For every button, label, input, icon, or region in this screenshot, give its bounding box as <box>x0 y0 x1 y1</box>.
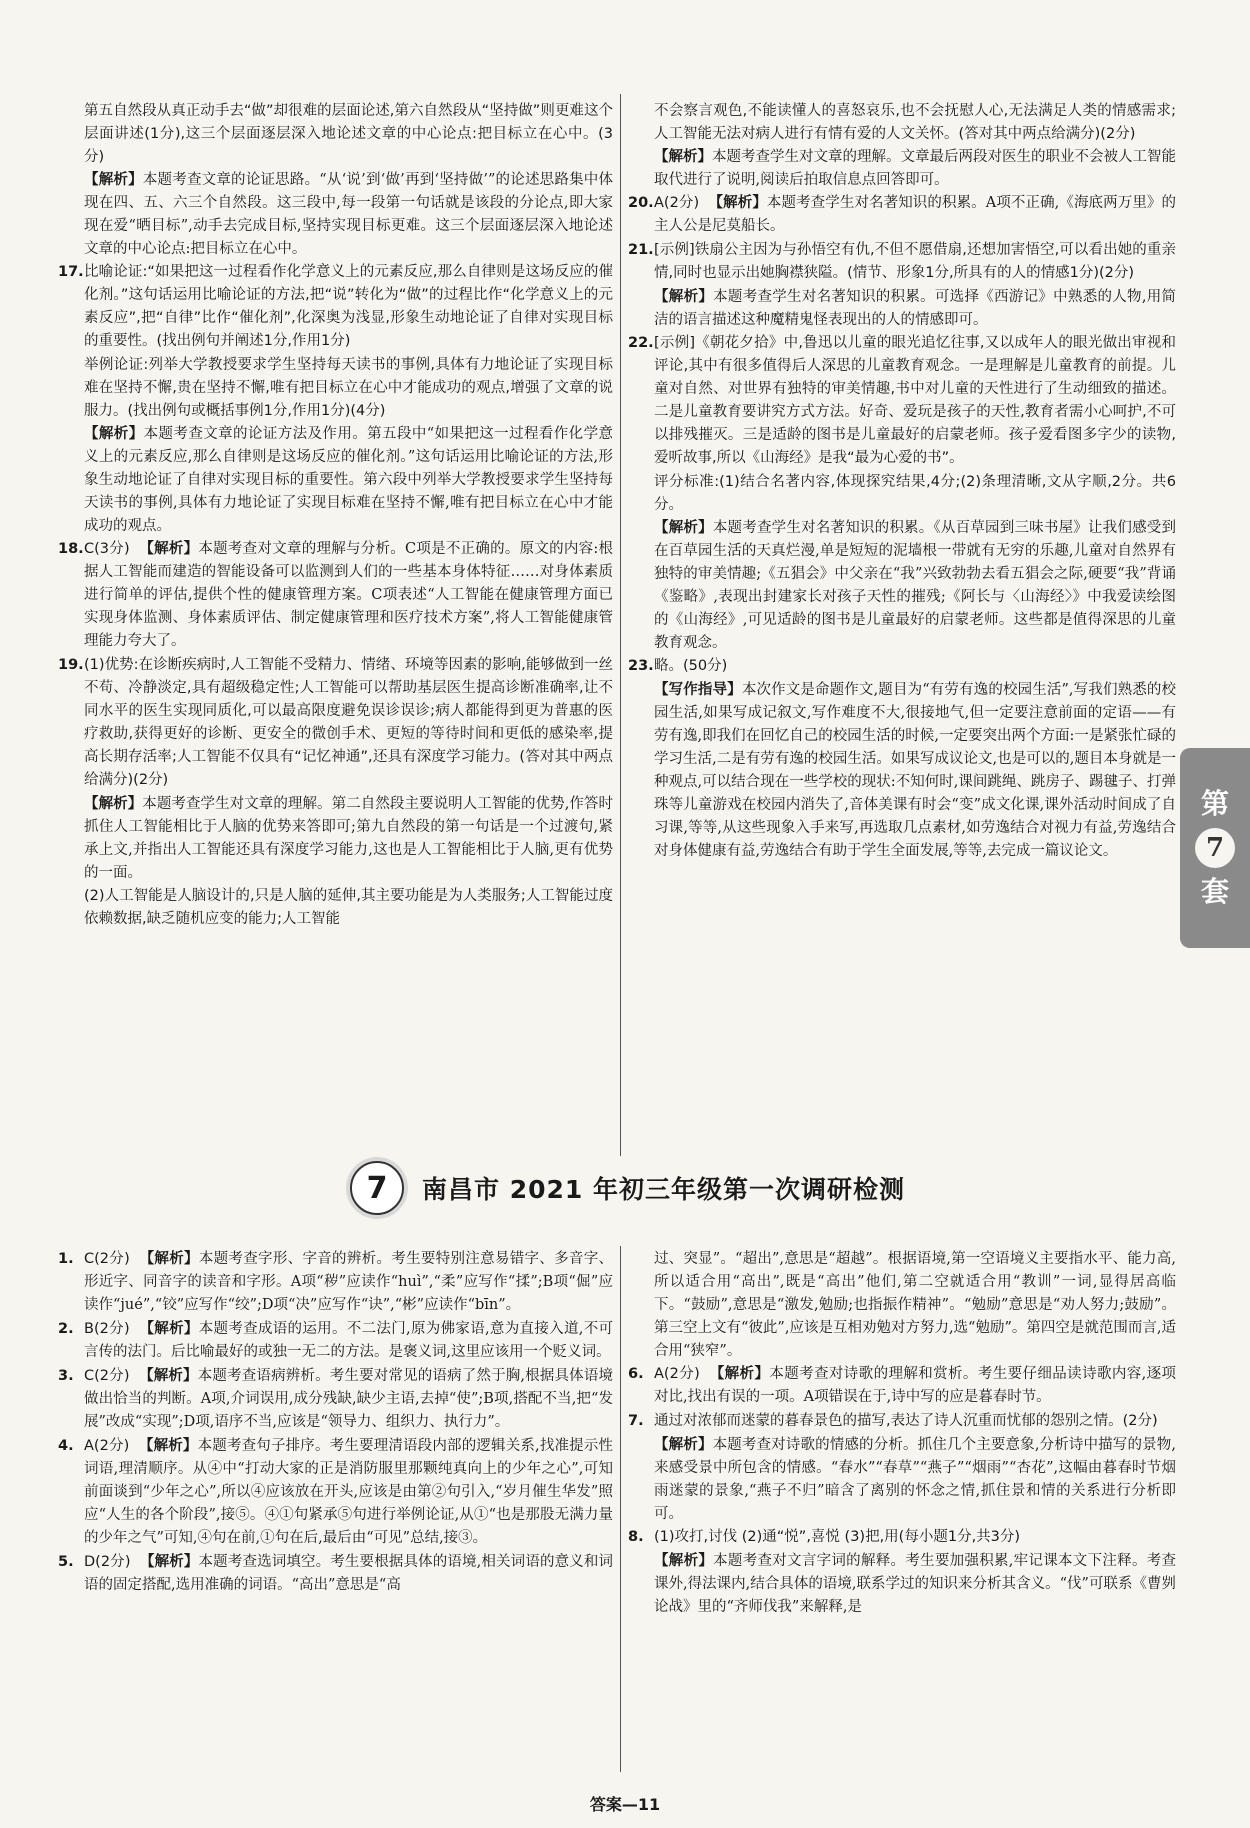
question-number: 2. <box>58 1321 74 1337</box>
analysis-19b-text: 本题考查学生对文章的理解。文章最后两段对医生的职业不会被人工智能取代进行了说明,阅读后拍取信息点回答即可。 <box>654 149 1176 188</box>
answer-22-text: [示例]《朝花夕拾》中,鲁迅以儿童的眼光追忆往事,又以成年人的眼光做出审视和评论,其中有很多值得后人深思的儿童教育观念。一是理解是儿童教育的前提。儿童对自然、对世界有独特的审美情趣,书中对儿童的天性进行了生动细致的描述。二是儿童教育要讲究方式方法。好奇、爱玩是孩子的天性,教育者需小心呵护,不可以排残摧灭。三是适龄的图书是儿童最好的启蒙老师。孩子爱看图多字少的读物,爱听故事,所以《山海经》是我“最为心爱的书”。 <box>654 335 1176 466</box>
analysis-17 <box>58 423 613 538</box>
answer-choice: C(2分) <box>84 1251 130 1267</box>
answer-21 <box>628 239 1176 285</box>
analysis-tag: 【解析】 <box>709 1366 770 1382</box>
analysis-tag: 【解析】 <box>654 1437 713 1453</box>
analysis-text: 本题考查对文言字词的解释。考生要加强积累,牢记课本文下注释。考查课外,得法课内,结合具体的语境,联系学过的知识来分析其含义。“伐”可联系《曹刿论战》里的“齐师伐我”来解释,是 <box>654 1553 1176 1615</box>
analysis-text: 本题考查成语的运用。不二法门,原为佛家语,意为直接入道,不可言传的法门。后比喻最好的或独一无二的方法。是褒义词,这里应该用一个贬义词。 <box>84 1321 613 1360</box>
question-number: 4. <box>58 1438 74 1454</box>
analysis-b7 <box>628 1434 1176 1526</box>
writing-guide-23-text: 本次作文是命题作文,题目为“有劳有逸的校园生活”,写我们熟悉的校园生活,如果写成记叙文,写作难度不大,很接地气,但一定要注意前面的定语——有劳有逸,即我们在回忆自己的校园生活的时候,一定要突出两个方面:一是紧张忙碌的学习生活,二是有劳有逸的校园生活。如果写成议论文,也是可以的,题目本身就是一种观点,可以结合现在一些学校的现状:不知何时,课间跳绳、跳房子、踢毽子、打弹珠等儿童游戏在校园内消失了,音体美课有时会“变”成文化课,课外活动时间成了自习课,等等,从这些现象入手来写,再选取几点素材,如劳逸结合对视力有益,劳逸结合对身体健康有益,劳逸结合有助于学生全面发展,等等,去完成一篇议论文。 <box>654 682 1176 859</box>
answer-19-part2: (2)人工智能是人脑设计的,只是人脑的延伸,其主要功能是为人类服务;人工智能过度依赖数据,缺乏随机应变的能力;人工智能 <box>84 888 613 927</box>
answer-17 <box>58 261 613 353</box>
analysis-tag: 【解析】 <box>139 1554 199 1570</box>
analysis-19 <box>58 793 613 885</box>
answer-17-metaphor: 比喻论证:“如果把这一过程看作化学意义上的元素反应,那么自律则是这场反应的催化剂。”这句话运用比喻论证的方法,把“说”转化为“做”的过程比作“化学意义上的元素反应”,把“自律”比作“催化剂”,化深奥为浅显,形象生动地论证了自律对实现目标的重要性。(找出例句并阐述1分,作用1分) <box>84 264 613 349</box>
analysis-b8 <box>628 1550 1176 1619</box>
page-footer: 答案—11 <box>589 1795 661 1814</box>
answer-b6 <box>628 1363 1176 1409</box>
answer-21-text: [示例]铁扇公主因为与孙悟空有仇,不但不愿借扇,还想加害悟空,可以看出她的重亲情,同时也显示出她胸襟狭隘。(情节、形象1分,所具有的人的情感1分)(2分) <box>654 242 1176 281</box>
analysis-text: 本题考查选词填空。考生要根据具体的语境,相关词语的意义和词语的固定搭配,选用准确的词语。“高出”意思是“高 <box>84 1554 613 1593</box>
analysis-22-text: 本题考查学生对名著知识的积累。《从百草园到三味书屋》让我们感受到在百草园生活的天真烂漫,单是短短的泥墙根一带就有无穷的乐趣,儿童对自然界有独特的审美情趣;《五猖会》中父亲在“我”兴致勃勃去看五猖会之际,硬要“我”背诵《鉴略》,表现出封建家长对孩子天性的摧残;《阿长与〈山海经〉》中我爱读绘图的《山海经》,可见适龄的图书是儿童最好的启蒙老师。这些都是值得深思的儿童教育观念。 <box>654 520 1176 651</box>
answer-b1 <box>58 1248 613 1317</box>
bottom-right-column <box>628 1248 1176 1768</box>
analysis-tag: 【解析】 <box>139 1368 198 1384</box>
analysis-19-text: 本题考查学生对文章的理解。第二自然段主要说明人工智能的优势,作答时抓住人工智能相比于人脑的优势来答即可;第九自然段的第一句话是一个过渡句,紧承上文,并指出人工智能还具有深度学习能力,这也是人工智能相比于人脑,更有优势的一面。 <box>84 796 613 881</box>
question-number: 3. <box>58 1368 74 1384</box>
question-number: 6. <box>628 1366 644 1382</box>
answer-19-part1: (1)优势:在诊断疾病时,人工智能不受精力、情绪、环境等因素的影响,能够做到一丝不苟、冷静淡定,具有超级稳定性;人工智能可以帮助基层医生提高诊断准确率,让不同水平的医生实现同质化,可以最高限度避免误诊误诊;病人都能得到更为普惠的医疗救助,获得更好的诊断、更安全的微创手术、更短的等待时间和更低的感染率,提高长期存活率;人工智能不仅具有“记忆神通”,还具有深度学习能力。(答对其中两点给满分)(2分) <box>84 657 613 788</box>
analysis-tag: 【解析】 <box>84 172 143 188</box>
analysis-tag: 【解析】 <box>84 426 144 442</box>
answer-text: 通过对浓郁而迷蒙的暮春景色的描写,表达了诗人沉重而忧郁的怨别之情。(2分) <box>654 1413 1158 1429</box>
answer-22 <box>628 332 1176 470</box>
question-number: 23. <box>628 658 654 674</box>
answer-text: (1)攻打,讨伐 (2)通“悦”,喜悦 (3)把,用(每小题1分,共3分) <box>654 1529 1021 1545</box>
question-number: 1. <box>58 1251 74 1267</box>
answer-20-choice: A(2分) <box>654 195 700 211</box>
side-tab-number: 7 <box>1195 828 1235 868</box>
analysis-text: 本题考查句子排序。考生要理清语段内部的逻辑关系,找准提示性词语,理清顺序。从④中“打动大家的正是消防服里那颗纯真向上的少年之心”,可知前面谈到“少年之心”,所以④应该放在开头,应该是由第②句引入,“岁月催生华发”照应“人生的各个阶段”,接⑤。④①句紧承⑤句进行举例论证,从①“也是那股无满力量的少年之气”可知,④句在前,①句在后,最后由“可见”总结,接③。 <box>84 1438 613 1546</box>
answer-choice: B(2分) <box>84 1321 130 1337</box>
bottom-left-column <box>58 1248 613 1768</box>
answer-b3 <box>58 1365 613 1434</box>
answer-19-part2-continued: 不会察言观色,不能读懂人的喜怒哀乐,也不会抚慰人心,无法满足人类的情感需求;人工智能无法对病人进行有情有爱的人文关怀。(答对其中两点给满分)(2分) <box>654 103 1176 142</box>
answer-19 <box>58 654 613 792</box>
question-number: 22. <box>628 335 654 351</box>
question-number: 21. <box>628 242 654 258</box>
answer-22-scoring: 评分标准:(1)结合名著内容,体现探究结果,4分;(2)条理清晰,文从字顺,2分。共6分。 <box>654 474 1176 513</box>
analysis-tag: 【解析】 <box>139 541 199 557</box>
writing-guide-tag: 【写作指导】 <box>654 682 742 698</box>
analysis-22 <box>628 517 1176 655</box>
section-header <box>350 1160 910 1216</box>
answer-b2 <box>58 1318 613 1364</box>
column-divider-bottom <box>620 1246 621 1772</box>
analysis-text: 本题考查字形、字音的辨析。考生要特别注意易错字、多音字、形近字、同音字的读音和字形。A项“秽”应读作“huì”,“柔”应写作“揉”;B项“倔”应读作“jué”,“铰”应写作“绞”;D项“决”应写作“诀”,“彬”应读作“bīn”。 <box>84 1251 613 1313</box>
writing-guide-23 <box>628 679 1176 863</box>
side-tab-suffix: 套 <box>1200 875 1229 908</box>
analysis-18-text: 本题考查对文章的理解与分析。C项是不正确的。原文的内容:根据人工智能而建造的智能设备可以监测到人们的一些基本身体特征……对身体素质进行简单的评估,提供个性的健康管理方案。C项表述“人工智能在健康管理方面已实现身体监测、身体素质评估、制定健康管理和医疗技术方案”,将人工智能健康管理能力夸大了。 <box>84 541 613 649</box>
analysis-19b <box>628 146 1176 192</box>
analysis-b5-continued: 过、突显”。“超出”,意思是“超越”。根据语境,第一空语境义主要指水平、能力高,所以适合用“高出”,既是“高出”他们,第二空就适合用“教训”一词,显得居高临下。“鼓励”,意思是“激发,勉励;也指振作精神”。“勉励”意思是“劝人努力;鼓励”。第三空上文有“彼此”,应该是互相劝勉对方努力,选“勉励”。第四空是就范围而言,适合用“狭窄”。 <box>654 1251 1176 1359</box>
answer-b5 <box>58 1551 613 1597</box>
analysis-tag: 【解析】 <box>654 289 714 305</box>
side-tab-prefix: 第 <box>1200 787 1229 820</box>
analysis-16-text: 本题考查文章的论证思路。“从‘说’到‘做’再到‘坚持做’”的论述思路集中体现在四、五、六三个自然段。这三段中,每一段第一句话就是该段的分论点,即大家现在爱“晒目标”,动手去完成目标,坚持实现目标更难。这三个层面逐层深入地论述文章的中心论点:把目标立在心中。 <box>84 172 613 257</box>
answer-18 <box>58 538 613 653</box>
answer-choice: A(2分) <box>654 1366 700 1382</box>
analysis-tag: 【解析】 <box>84 796 143 812</box>
answer-16-continued: 第五自然段从真正动手去“做”却很难的层面论述,第六自然段从“坚持做”则更难这个层面讲述(1分),这三个层面逐层深入地论述文章的中心论点:把目标立在心中。(3分) <box>84 103 613 165</box>
analysis-tag: 【解析】 <box>139 1321 199 1337</box>
question-number: 7. <box>628 1413 644 1429</box>
analysis-text: 本题考查对诗歌的情感的分析。抓住几个主要意象,分析诗中描写的景物,来感受景中所包含的情感。“春水”“春草”“燕子”“烟雨”“杏花”,这幅由暮春时节烟雨迷蒙的景象,“燕子不归”暗含了离别的怀念之情,抓住景和情的关系进行分析即可。 <box>654 1437 1176 1522</box>
analysis-17-text: 本题考查文章的论证方法及作用。第五段中“如果把这一过程看作化学意义上的元素反应,那么自律则是这场反应的催化剂。”这句话运用比喻论证的方法,形象生动地论证了自律对实现目标的重要性。第六段中列举大学教授要求学生坚持每天读书的事例,具体有力地论证了实现目标难在坚持不懈,唯有把目标立在心中才能成功的观点。 <box>84 426 613 534</box>
analysis-21 <box>628 286 1176 332</box>
answer-b7 <box>628 1410 1176 1433</box>
analysis-text: 本题考查对诗歌的理解和赏析。考生要仔细品读诗歌内容,逐项对比,找出有误的一项。A项错误在于,诗中写的应是暮春时节。 <box>654 1366 1176 1405</box>
answer-choice: D(2分) <box>84 1554 131 1570</box>
answer-20 <box>628 192 1176 238</box>
answer-23 <box>628 655 1176 678</box>
analysis-20-text: 本题考查学生对名著知识的积累。A项不正确,《海底两万里》的主人公是尼莫船长。 <box>654 195 1176 234</box>
answer-23-text: 略。(50分) <box>654 658 728 674</box>
question-number: 5. <box>58 1554 74 1570</box>
answer-choice: C(2分) <box>84 1368 130 1384</box>
section-title: 南昌市 2021 年初三年级第一次调研检测 <box>422 1175 905 1204</box>
question-number: 19. <box>58 657 84 673</box>
question-number: 18. <box>58 541 84 557</box>
analysis-tag: 【解析】 <box>139 1251 199 1267</box>
analysis-tag: 【解析】 <box>654 149 712 165</box>
question-number: 17. <box>58 264 84 280</box>
question-number: 20. <box>628 195 654 211</box>
answer-18-choice: C(3分) <box>84 541 130 557</box>
top-right-column <box>628 100 1176 1150</box>
analysis-tag: 【解析】 <box>654 520 713 536</box>
answer-b8 <box>628 1526 1176 1549</box>
question-number: 8. <box>628 1529 644 1545</box>
column-divider-top <box>620 94 621 1156</box>
analysis-21-text: 本题考查学生对名著知识的积累。可选择《西游记》中熟悉的人物,用简洁的语言描述这种魔精鬼怪表现出的人的情感即可。 <box>654 289 1176 328</box>
set-number-badge: 7 <box>350 1161 404 1215</box>
top-left-column <box>58 100 613 1150</box>
analysis-tag: 【解析】 <box>654 1553 714 1569</box>
analysis-16 <box>58 169 613 261</box>
answer-b4 <box>58 1435 613 1550</box>
answer-17-example: 举例论证:列举大学教授要求学生坚持每天读书的事例,具体有力地论证了实现目标难在坚持不懈,贵在坚持不懈,唯有把目标立在心中才能成功的观点,增强了文章的说服力。(找出例句或概括事例1分,作用1分)(4分) <box>84 357 613 419</box>
analysis-text: 本题考查语病辨析。考生要对常见的语病了然于胸,根据具体语境做出恰当的判断。A项,介词误用,成分残缺,缺少主语,去掉“使”;B项,搭配不当,把“发展”改成“实现”;D项,语序不当,应该是“领导力、组织力、执行力”。 <box>84 1368 613 1430</box>
analysis-tag: 【解析】 <box>708 195 767 211</box>
analysis-tag: 【解析】 <box>138 1438 198 1454</box>
answer-choice: A(2分) <box>84 1438 130 1454</box>
set-side-tab <box>1180 748 1250 948</box>
